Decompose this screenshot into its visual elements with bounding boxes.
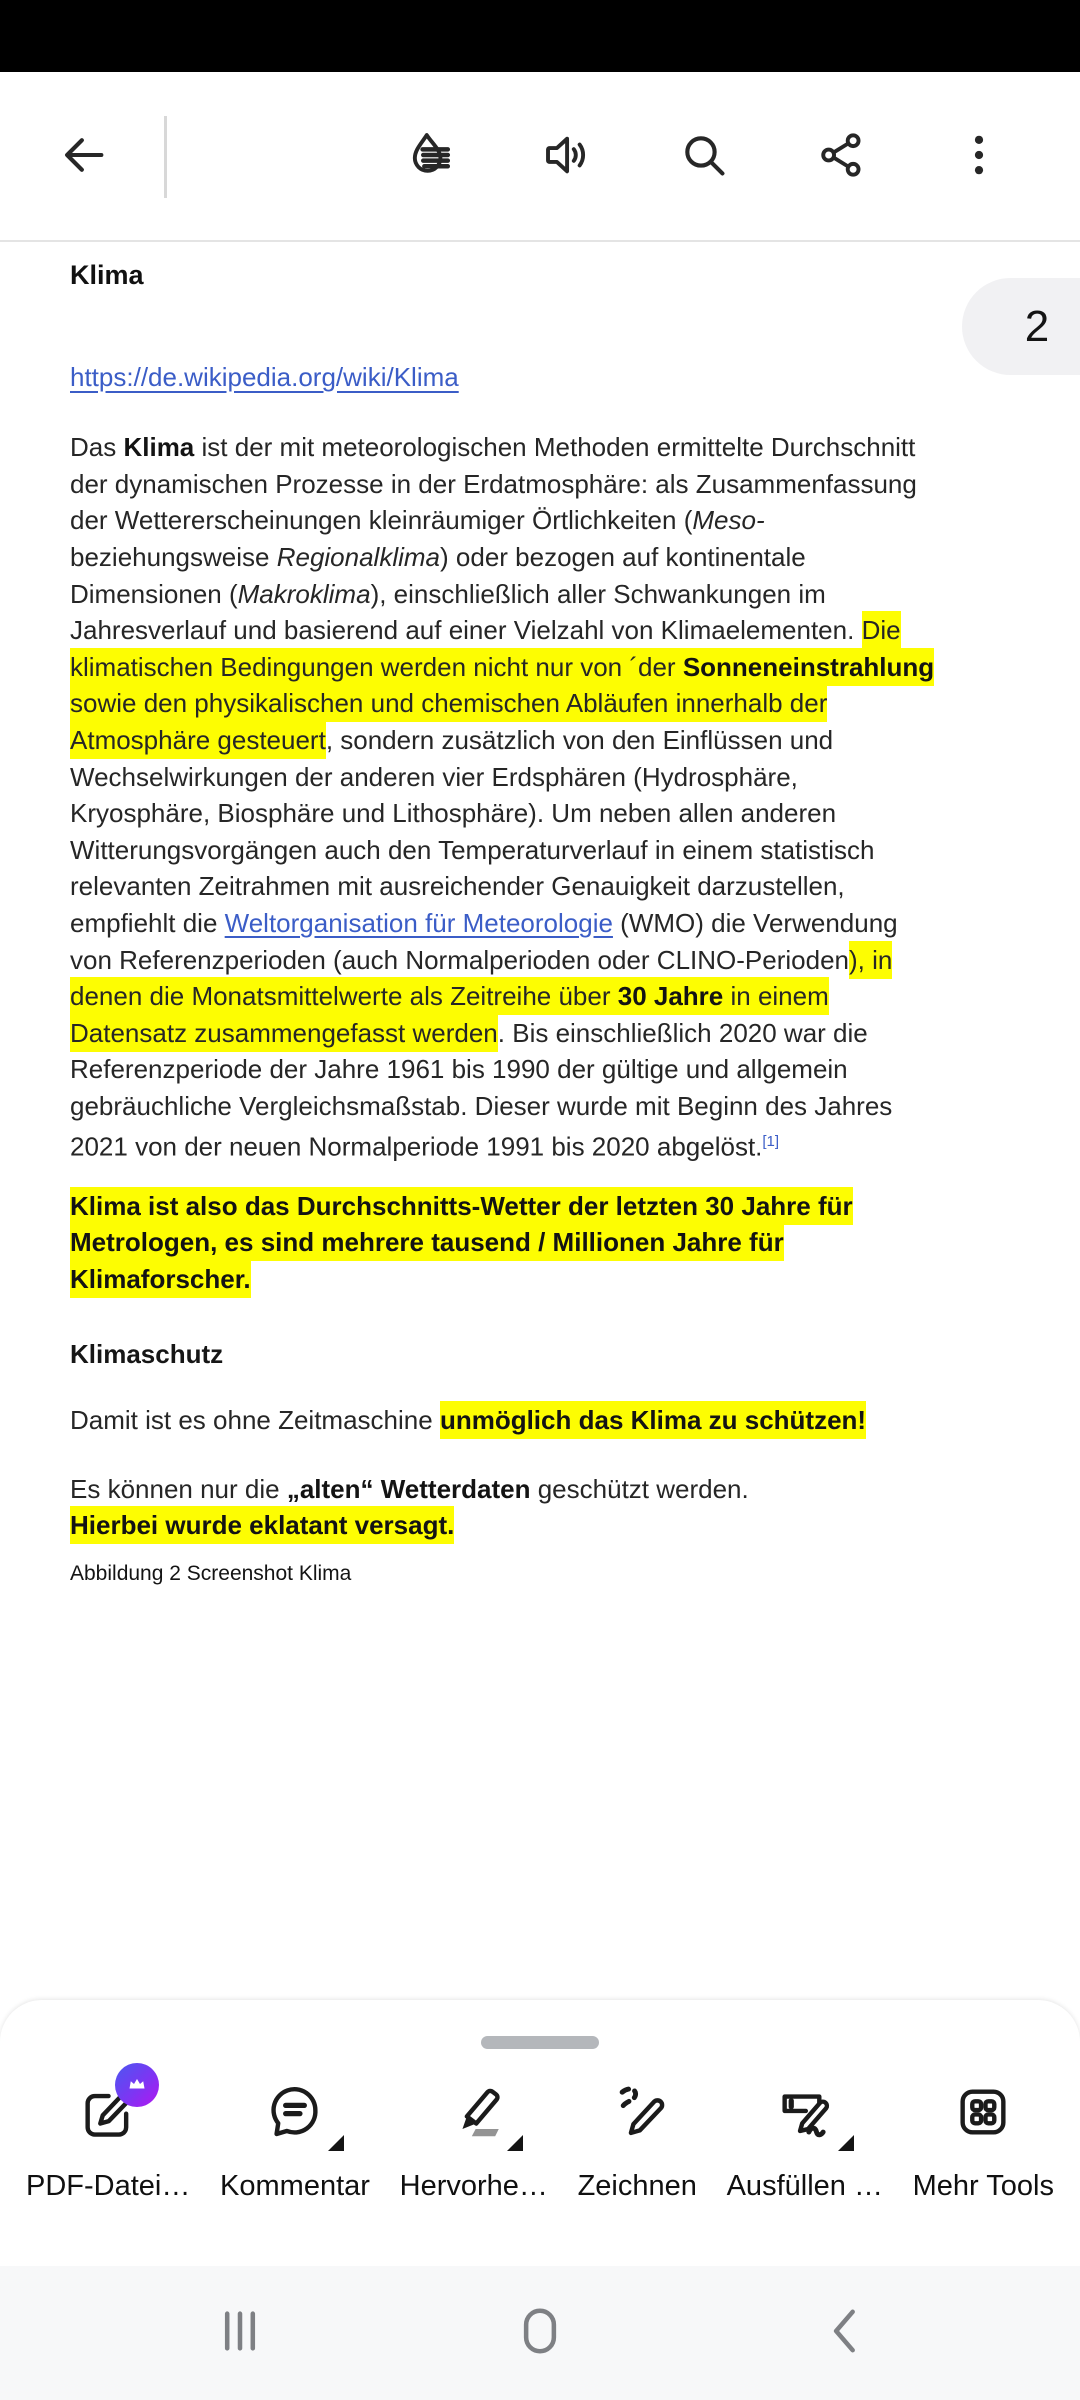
tool-label: Ausfüllen … [726, 2170, 883, 2202]
fill-sign-icon [772, 2079, 838, 2145]
edit-pdf-icon [75, 2079, 141, 2145]
back-chevron-icon [814, 2299, 878, 2366]
text-line: klimatischen Bedingungen werden nicht nur von ´der Sonneneinstrahlung [70, 649, 1080, 686]
text-line: Das Klima ist der mit meteorologischen Methoden ermittelte Durchschnitt [70, 432, 916, 463]
text-line: Datensatz zusammengefasst werden. Bis einschließlich 2020 war die [70, 1015, 1080, 1052]
text-line: Es können nur die „alten“ Wetterdaten geschützt werden. [70, 1473, 749, 1504]
tool-highlight-button[interactable] [400, 2079, 548, 2203]
text-line: Kryosphäre, Biosphäre und Lithosphäre). Um neben allen anderen [70, 798, 837, 829]
text-line: 2021 von der neuen Normalperiode 1991 bis 2020 abgelöst.[1] [70, 1132, 780, 1163]
text-line: Wechselwirkungen der anderen vier Erdsphären (Hydrosphäre, [70, 761, 798, 792]
inline-link[interactable]: Weltorganisation für Meteorologie [224, 907, 613, 938]
tool-label: PDF-Datei… [26, 2170, 191, 2202]
speaker-icon [540, 129, 592, 184]
home-icon [508, 2299, 572, 2366]
tool-label: Kommentar [220, 2170, 370, 2202]
text-line: von Referenzperioden (auch Normalperioden oder CLINO-Perioden), in [70, 942, 1080, 979]
figure-caption: Abbildung 2 Screenshot Klima [70, 1561, 352, 1585]
text-line: empfiehlt die Weltorganisation für Meteorologie (WMO) die Verwendung [70, 907, 898, 938]
tool-fill-sign-button[interactable] [727, 2079, 883, 2203]
back-arrow-icon [58, 129, 110, 184]
pdf-page-content [0, 242, 1080, 1588]
page-number: 2 [1024, 301, 1050, 351]
dropdown-triangle-icon [507, 2135, 523, 2151]
nav-back-button[interactable] [808, 2294, 884, 2370]
doc-highlighted-note [70, 1188, 1080, 1298]
text-line: der dynamischen Prozesse in der Erdatmosphäre: als Zusammenfassung [70, 468, 917, 499]
doc-subheading: Klimaschutz [70, 1338, 224, 1369]
text-line: relevanten Zeitrahmen mit ausreichender Genauigkeit darzustellen, [70, 871, 845, 902]
overflow-menu-button[interactable] [951, 128, 1007, 184]
back-button[interactable] [56, 128, 112, 184]
more-tools-grid-icon [950, 2079, 1016, 2145]
text-line: sowie den physikalischen und chemischen Abläufen innerhalb der [70, 685, 1080, 722]
tool-label: Hervorhe… [399, 2170, 548, 2202]
drag-handle[interactable] [481, 2036, 599, 2049]
doc-paragraph-wetterdaten [70, 1471, 1080, 1544]
doc-title: Klima [70, 260, 144, 290]
text-line: Witterungsvorgängen auch den Temperaturverlauf in einem statistisch [70, 834, 875, 865]
text-line: Klimaforscher. [70, 1261, 1080, 1298]
tool-more-tools-button[interactable] [913, 2079, 1054, 2203]
tool-label: Zeichnen [577, 2170, 697, 2202]
draw-pencil-icon [604, 2079, 670, 2145]
highlighter-icon [441, 2079, 507, 2145]
recents-icon [208, 2299, 272, 2366]
recents-button[interactable] [202, 2294, 278, 2370]
tool-comment-button[interactable] [220, 2079, 370, 2203]
dropdown-triangle-icon [838, 2135, 854, 2151]
search-button[interactable] [676, 128, 732, 184]
system-nav-bar [0, 2266, 1080, 2400]
status-bar [0, 0, 1080, 72]
tools-row [0, 2049, 1080, 2203]
text-line: beziehungsweise Regionalklima) oder bezogen auf kontinentale [70, 541, 806, 572]
premium-crown-badge [115, 2063, 159, 2107]
text-line: denen die Monatsmittelwerte als Zeitreihe über 30 Jahre in einem [70, 978, 1080, 1015]
tools-bottom-sheet [0, 2000, 1080, 2266]
text-line: Referenzperiode der Jahre 1961 bis 1990 der gültige und allgemein [70, 1054, 848, 1085]
text-line: Atmosphäre gesteuert, sondern zusätzlich von den Einflüssen und [70, 722, 1080, 759]
share-button[interactable] [813, 128, 869, 184]
doc-paragraph-klimaschutz [70, 1402, 1080, 1439]
tool-edit-pdf-button[interactable] [26, 2079, 190, 2203]
search-icon [678, 129, 730, 184]
text-line: Jahresverlauf und basierend auf einer Vielzahl von Klimaelementen. Die [70, 612, 1080, 649]
text-line: Hierbei wurde eklatant versagt. [70, 1507, 1080, 1544]
doc-paragraph-main [70, 429, 1080, 1166]
share-icon [815, 129, 867, 184]
inline-link[interactable]: [1] [762, 1133, 780, 1151]
comment-icon [262, 2079, 328, 2145]
text-line: Klima ist also das Durchschnitts-Wetter der letzten 30 Jahre für [70, 1188, 1080, 1225]
liquid-text-mode-icon [404, 129, 456, 184]
text-line: Dimensionen (Makroklima), einschließlich aller Schwankungen im [70, 578, 826, 609]
text-line: Damit ist es ohne Zeitmaschine unmöglich das Klima zu schützen! [70, 1402, 1080, 1439]
app-toolbar [0, 72, 1080, 242]
liquid-text-button[interactable] [402, 128, 458, 184]
home-button[interactable] [502, 2294, 578, 2370]
doc-url-link[interactable]: https://de.wikipedia.org/wiki/Klima [70, 361, 459, 392]
read-aloud-button[interactable] [538, 128, 594, 184]
toolbar-divider [164, 116, 167, 198]
tool-draw-button[interactable] [578, 2079, 697, 2203]
text-line: gebräuchliche Vergleichsmaßstab. Dieser wurde mit Beginn des Jahres [70, 1090, 893, 1121]
tool-label: Mehr Tools [912, 2170, 1054, 2202]
text-line: Metrologen, es sind mehrere tausend / Millionen Jahre für [70, 1224, 1080, 1261]
page-number-badge [962, 278, 1080, 375]
kebab-menu-icon [953, 129, 1005, 184]
dropdown-triangle-icon [328, 2135, 344, 2151]
text-line: der Wettererscheinungen kleinräumiger Örtlichkeiten (Meso- [70, 505, 765, 536]
